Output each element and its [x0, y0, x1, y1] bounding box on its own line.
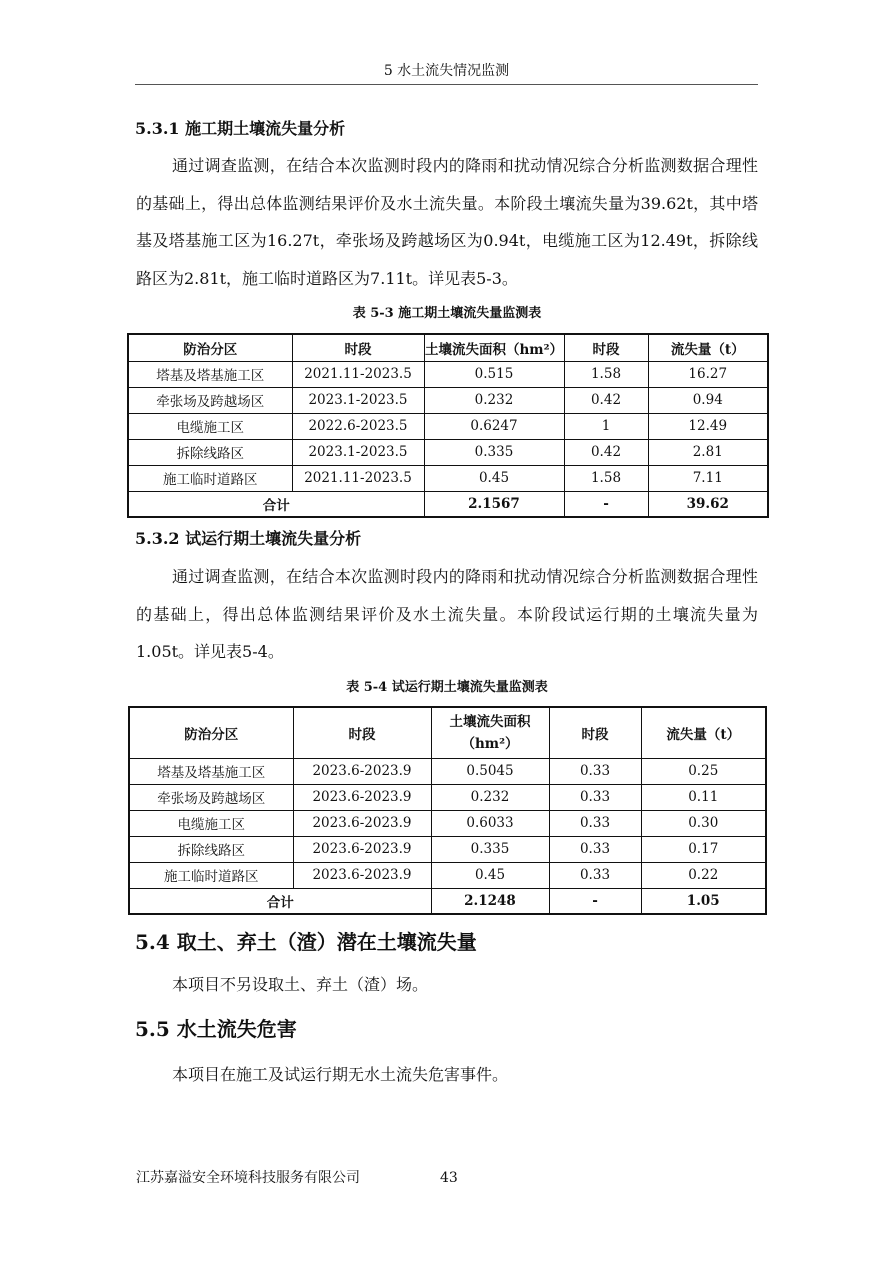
table-cell: 0.25: [641, 758, 766, 784]
table-cell: 2023.1-2023.5: [292, 387, 424, 413]
table-54-header-cell: 时段: [293, 707, 431, 758]
table-54-header-cell: 流失量（t）: [641, 707, 766, 758]
table-row: [128, 465, 768, 491]
table-54: [128, 706, 767, 915]
table-cell: 0.30: [641, 810, 766, 836]
table-cell: 电缆施工区: [129, 810, 293, 836]
table-53-header-row: [128, 334, 768, 361]
table-cell: 0.33: [549, 836, 641, 862]
table-cell: 0.5045: [431, 758, 549, 784]
table-cell: 0.232: [424, 387, 564, 413]
table-cell: 0.17: [641, 836, 766, 862]
table-cell: 1: [564, 413, 648, 439]
table-cell: 拆除线路区: [128, 439, 292, 465]
section-532-paragraph: 通过调查监测，在结合本次监测时段内的降雨和扰动情况综合分析监测数据合理性的基础上，得出总体监测结果评价及水土流失量。本阶段试运行期的土壤流失量为1.05t。详见表5-4。: [136, 567, 758, 661]
table-53-header-cell: 时段: [564, 334, 648, 361]
table-row: [129, 810, 766, 836]
table-cell: 0.45: [424, 465, 564, 491]
table-cell: 0.335: [431, 836, 549, 862]
table-cell: 2023.6-2023.9: [293, 810, 431, 836]
total-loss: 1.05: [641, 888, 766, 914]
total-area: 2.1567: [424, 491, 564, 517]
section-532-title: 5.3.2 试运行期土壤流失量分析: [135, 529, 362, 548]
table-row: [128, 413, 768, 439]
table-cell: 0.232: [431, 784, 549, 810]
section-55-paragraph: 本项目在施工及试运行期无水土流失危害事件。: [172, 1065, 509, 1084]
table-cell: 2023.1-2023.5: [292, 439, 424, 465]
table-cell: 7.11: [648, 465, 768, 491]
table-cell: 2021.11-2023.5: [292, 465, 424, 491]
table-53-header-cell: 时段: [292, 334, 424, 361]
table-cell: 0.22: [641, 862, 766, 888]
table-total-row: [129, 888, 766, 914]
page-number: 43: [440, 1170, 458, 1186]
table-cell: 2.81: [648, 439, 768, 465]
total-label: 合计: [129, 888, 431, 914]
table-row: [129, 784, 766, 810]
table-cell: 0.42: [564, 439, 648, 465]
table-cell: 0.45: [431, 862, 549, 888]
table-cell: 0.6247: [424, 413, 564, 439]
table-cell: 0.33: [549, 758, 641, 784]
table-cell: 2021.11-2023.5: [292, 361, 424, 387]
area-header-line2: （hm²）: [461, 735, 519, 752]
section-531-title: 5.3.1 施工期土壤流失量分析: [135, 119, 346, 138]
table-54-header-cell: 防治分区: [129, 707, 293, 758]
table-cell: 2023.6-2023.9: [293, 836, 431, 862]
table-cell: 塔基及塔基施工区: [128, 361, 292, 387]
table-cell: 2023.6-2023.9: [293, 862, 431, 888]
page-header: [135, 62, 758, 85]
table-row: [129, 836, 766, 862]
table-cell: 0.515: [424, 361, 564, 387]
total-area: 2.1248: [431, 888, 549, 914]
table-row: [128, 387, 768, 413]
table-cell: 牵张场及跨越场区: [128, 387, 292, 413]
section-54-paragraph: 本项目不另设取土、弃土（渣）场。: [172, 975, 429, 994]
section-531-paragraph: 通过调查监测，在结合本次监测时段内的降雨和扰动情况综合分析监测数据合理性的基础上，得出总体监测结果评价及水土流失量。本阶段土壤流失量为39.62t，其中塔基及塔基施工区为16.27t，牵张场及跨越场区为0.94t，电缆施工区为12.49t，拆除线路区为2.81t，施工临时道路区为7.11t。详见表5-3。: [136, 156, 758, 288]
table-cell: 施工临时道路区: [128, 465, 292, 491]
table-cell: 0.11: [641, 784, 766, 810]
page-footer: [136, 1168, 458, 1188]
table-54-header-row: [129, 707, 766, 758]
table-cell: 2023.6-2023.9: [293, 784, 431, 810]
chapter-title: 5 水土流失情况监测: [383, 63, 510, 79]
table-cell: 0.94: [648, 387, 768, 413]
area-header-line1: 土壤流失面积: [449, 713, 531, 730]
section-54-title: 5.4 取土、弃土（渣）潜在土壤流失量: [135, 930, 477, 954]
table-cell: 施工临时道路区: [129, 862, 293, 888]
table-row: [129, 862, 766, 888]
table-54-caption: 表 5-4 试运行期土壤流失量监测表: [346, 680, 548, 695]
table-cell: 16.27: [648, 361, 768, 387]
table-cell: 1.58: [564, 465, 648, 491]
table-53-header-cell: 防治分区: [128, 334, 292, 361]
section-55-title: 5.5 水土流失危害: [135, 1017, 297, 1041]
table-cell: 2023.6-2023.9: [293, 758, 431, 784]
table-53: [127, 333, 769, 518]
table-cell: 0.33: [549, 784, 641, 810]
table-53-caption: 表 5-3 施工期土壤流失量监测表: [352, 306, 542, 321]
table-cell: 0.42: [564, 387, 648, 413]
table-53-header-cell: 流失量（t）: [648, 334, 768, 361]
table-cell: 12.49: [648, 413, 768, 439]
table-cell: 0.33: [549, 810, 641, 836]
table-54-header-cell: 时段: [549, 707, 641, 758]
total-loss: 39.62: [648, 491, 768, 517]
table-row: [128, 439, 768, 465]
table-53-header-cell: 土壤流失面积（hm²）: [424, 334, 564, 361]
table-cell: 0.335: [424, 439, 564, 465]
total-period: -: [564, 491, 648, 517]
total-period: -: [549, 888, 641, 914]
table-54-header-cell: [431, 707, 549, 758]
table-cell: 拆除线路区: [129, 836, 293, 862]
total-label: 合计: [128, 491, 424, 517]
table-cell: 2022.6-2023.5: [292, 413, 424, 439]
table-cell: 0.6033: [431, 810, 549, 836]
table-row: [128, 361, 768, 387]
table-cell: 牵张场及跨越场区: [129, 784, 293, 810]
table-total-row: [128, 491, 768, 517]
company-name: 江苏嘉溢安全环境科技服务有限公司: [136, 1170, 360, 1186]
table-row: [129, 758, 766, 784]
table-cell: 塔基及塔基施工区: [129, 758, 293, 784]
table-cell: 1.58: [564, 361, 648, 387]
table-cell: 0.33: [549, 862, 641, 888]
table-cell: 电缆施工区: [128, 413, 292, 439]
